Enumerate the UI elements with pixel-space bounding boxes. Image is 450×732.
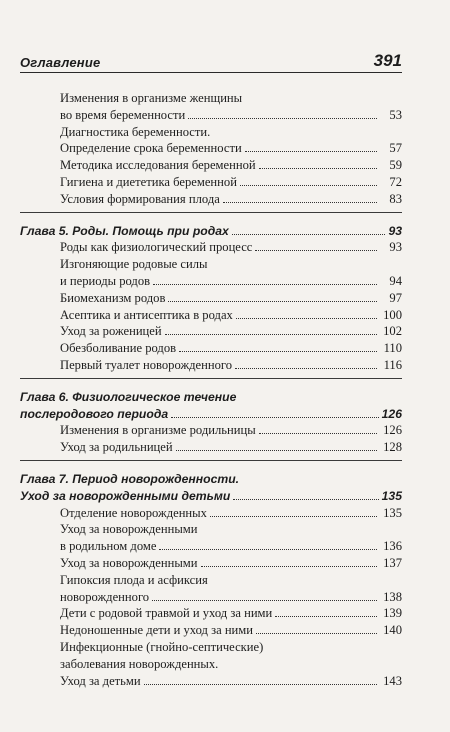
page-number: 391 <box>373 51 402 70</box>
chapter-page: 126 <box>381 406 402 421</box>
dot-leader <box>236 318 377 319</box>
dot-leader <box>259 433 377 434</box>
dot-leader <box>259 168 377 169</box>
running-header <box>20 50 402 73</box>
toc-chapter-6 <box>20 389 402 456</box>
toc-entry-page: 138 <box>383 589 402 604</box>
toc-entry[interactable] <box>20 555 402 572</box>
toc-entry-page: 140 <box>383 623 402 638</box>
dot-leader <box>201 566 378 567</box>
toc-entry-title: Роды как физиологический процесс <box>60 240 253 255</box>
toc-entry-page: 128 <box>383 440 402 455</box>
toc-entry-title: Асептика и антисептика в родах <box>60 307 233 322</box>
toc-entry[interactable] <box>20 307 402 324</box>
toc-entry[interactable] <box>20 174 402 191</box>
toc-entry[interactable] <box>20 323 402 340</box>
toc-entry-text: Диагностика беременности. <box>60 124 211 139</box>
table-of-contents <box>20 90 402 689</box>
toc-entry-page: 93 <box>389 240 402 255</box>
dot-leader <box>179 351 377 352</box>
toc-entry-title: Условия формирования плода <box>60 191 220 206</box>
section-divider <box>20 212 402 213</box>
toc-entry-title: Гигиена и диететика беременной <box>60 174 237 189</box>
toc-entry-page: 97 <box>389 290 402 305</box>
chapter-page: 135 <box>381 488 402 503</box>
dot-leader <box>168 301 377 302</box>
toc-entry[interactable] <box>20 290 402 307</box>
toc-entry-page: 137 <box>383 555 402 570</box>
toc-entry[interactable] <box>20 589 402 606</box>
toc-entry-page: 139 <box>383 606 402 621</box>
toc-entry[interactable] <box>20 422 402 439</box>
dot-leader <box>245 151 377 152</box>
toc-entry-title: во время беременности <box>60 107 186 122</box>
toc-entry-title: новорожденного <box>60 589 150 604</box>
dot-leader <box>159 549 377 550</box>
toc-entry[interactable] <box>20 239 402 256</box>
toc-entry-page: 59 <box>389 158 402 173</box>
toc-entry[interactable] <box>20 107 402 124</box>
toc-entry[interactable] <box>20 673 402 690</box>
toc-chapter-7 <box>20 471 402 689</box>
toc-entry-page: 72 <box>389 174 402 189</box>
toc-entry-title: Отделение новорожденных <box>60 505 207 520</box>
chapter-page: 93 <box>388 223 402 238</box>
toc-entry-page: 135 <box>383 505 402 520</box>
toc-entry[interactable] <box>20 357 402 374</box>
toc-entry-text: заболевания новорожденных. <box>60 656 219 671</box>
toc-entry[interactable] <box>20 273 402 290</box>
toc-entry-text: Гипоксия плода и асфиксия <box>60 572 208 587</box>
dot-leader <box>153 284 377 285</box>
toc-entry-page: 126 <box>383 423 402 438</box>
chapter-title: Глава 7. Период новорожденности. <box>20 471 240 486</box>
toc-entry-page: 100 <box>383 307 402 322</box>
toc-chapter-5 <box>20 223 402 374</box>
dot-leader <box>188 118 377 119</box>
toc-entry-page: 102 <box>383 324 402 339</box>
toc-entry[interactable] <box>20 140 402 157</box>
toc-entry-text: Изгоняющие родовые силы <box>60 257 208 272</box>
toc-entry-page: 136 <box>383 539 402 554</box>
dot-leader <box>256 633 377 634</box>
dot-leader <box>232 234 386 235</box>
toc-entry-title: Недоношенные дети и уход за ними <box>60 623 254 638</box>
header-title: Оглавление <box>20 55 101 70</box>
dot-leader <box>210 516 377 517</box>
toc-entry-title: Уход за роженицей <box>60 324 162 339</box>
chapter-title: Уход за новорожденными детьми <box>20 488 231 503</box>
chapter-title: Глава 6. Физиологическое течение <box>20 389 237 404</box>
toc-entry[interactable] <box>20 605 402 622</box>
dot-leader <box>240 185 377 186</box>
toc-entry-title: Дети с родовой травмой и уход за ними <box>60 606 273 621</box>
dot-leader <box>176 450 377 451</box>
dot-leader <box>235 368 377 369</box>
toc-entry-title: Определение срока беременности <box>60 141 242 156</box>
chapter-title: Глава 5. Роды. Помощь при родах <box>20 223 229 238</box>
chapter-title: послеродового периода <box>20 406 169 421</box>
toc-section-pregnancy <box>20 90 402 208</box>
dot-leader <box>152 600 377 601</box>
chapter-heading[interactable] <box>20 406 402 423</box>
toc-entry[interactable] <box>20 439 402 456</box>
toc-entry-page: 53 <box>389 107 402 122</box>
toc-entry-page: 143 <box>383 673 402 688</box>
section-divider <box>20 378 402 379</box>
dot-leader <box>255 250 377 251</box>
toc-entry[interactable] <box>20 191 402 208</box>
dot-leader <box>171 417 379 418</box>
toc-entry[interactable] <box>20 622 402 639</box>
dot-leader <box>223 202 377 203</box>
toc-entry-page: 83 <box>389 191 402 206</box>
toc-entry-title: Первый туалет новорожденного <box>60 357 233 372</box>
toc-entry[interactable] <box>20 505 402 522</box>
dot-leader <box>165 334 377 335</box>
toc-entry-title: Обезболивание родов <box>60 341 177 356</box>
dot-leader <box>275 616 377 617</box>
toc-entry-title: Биомеханизм родов <box>60 290 166 305</box>
section-divider <box>20 460 402 461</box>
toc-entry[interactable] <box>20 340 402 357</box>
toc-entry-title: Уход за родильницей <box>60 440 173 455</box>
chapter-heading[interactable] <box>20 488 402 505</box>
dot-leader <box>233 499 378 500</box>
toc-entry-title: и периоды родов <box>60 273 151 288</box>
toc-entry-page: 94 <box>389 273 402 288</box>
toc-entry-page: 116 <box>383 357 402 372</box>
toc-entry-text: Уход за новорожденными <box>60 522 198 537</box>
chapter-heading[interactable] <box>20 223 402 240</box>
toc-entry[interactable] <box>20 157 402 174</box>
toc-entry-text: Инфекционные (гнойно-септические) <box>60 639 264 654</box>
toc-entry-title: в родильном доме <box>60 539 157 554</box>
toc-entry-title: Методика исследования беременной <box>60 158 256 173</box>
toc-entry-title: Изменения в организме родильницы <box>60 423 256 438</box>
toc-entry-page: 57 <box>389 141 402 156</box>
toc-entry-page: 110 <box>383 341 402 356</box>
toc-entry-title: Уход за детьми <box>60 673 141 688</box>
toc-entry-text: Изменения в организме женщины <box>60 91 243 105</box>
toc-entry-title: Уход за новорожденными <box>60 555 198 570</box>
toc-entry[interactable] <box>20 538 402 555</box>
dot-leader <box>144 684 377 685</box>
